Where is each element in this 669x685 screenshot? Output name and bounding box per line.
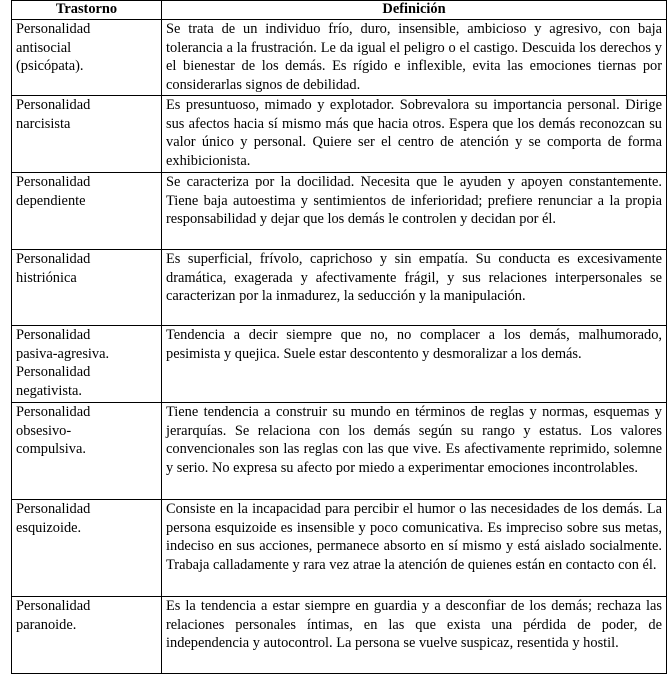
trastorno-cell [12, 597, 162, 674]
trastorno-line: Personalidad [16, 404, 91, 420]
trastorno-line: compulsiva. [16, 441, 86, 458]
table-row [12, 20, 667, 96]
trastorno-cell [12, 326, 162, 403]
trastorno-line: esquizoide. [16, 519, 82, 536]
trastorno-line: Personalidad [16, 327, 91, 343]
trastorno-line: dependiente [16, 192, 86, 209]
trastorno-line: Personalidad [16, 598, 91, 614]
trastorno-line: Personalidad [16, 501, 91, 517]
trastorno-line: antisocial [16, 39, 72, 56]
table-row [12, 326, 667, 403]
header-row [12, 1, 667, 20]
definicion-cell: Se trata de un individuo frío, duro, insensible, ambicioso y agresivo, con baja tolerancia a la frustración. Le da igual el peligro o el castigo. Descuida los derechos y el bienestar de los demás. Es rígido e inflexible, evita las emociones tiernas por considerarlas signos de debilidad. [162, 20, 667, 96]
trastorno-cell [12, 250, 162, 326]
table-row [12, 173, 667, 250]
definicion-cell: Tiene tendencia a construir su mundo en términos de reglas y normas, esquemas y jerarquías. Se relaciona con los demás según su rango y estatus. Los valores convencionales son las reglas con las que vive. Es afectivamente reprimido, solemne y serio. No expresa su afecto por miedo a experimentar emociones incontrolables. [162, 403, 667, 500]
trastorno-line: Personalidad [16, 21, 91, 37]
table-body [12, 20, 667, 674]
trastorno-cell [12, 403, 162, 500]
header-definicion: Definición [162, 1, 667, 20]
trastorno-line: Personalidad [16, 174, 91, 190]
table-row [12, 403, 667, 500]
table-row [12, 597, 667, 674]
table-row [12, 250, 667, 326]
definicion-cell: Tendencia a decir siempre que no, no complacer a los demás, malhumorado, pesimista y quejica. Suele estar descontento y desmoralizar a los demás. [162, 326, 667, 403]
table-row [12, 96, 667, 173]
trastorno-line: obsesivo- [16, 422, 72, 439]
table-row [12, 500, 667, 597]
header-trastorno: Trastorno [12, 1, 162, 20]
definicion-cell: Es presuntuoso, mimado y explotador. Sobrevalora su importancia personal. Dirige sus afectos hacia sí mismo más que hacia otros. Espera que los demás reconozcan su valor único y personal. Quiere ser el centro de atención y se comporta de forma exhibicionista. [162, 96, 667, 173]
trastorno-line: pasiva-agresiva. [16, 345, 110, 362]
trastorno-cell [12, 173, 162, 250]
trastorno-line: paranoide. [16, 616, 77, 633]
trastorno-line: Personalidad [16, 364, 91, 381]
trastorno-line: histriónica [16, 269, 77, 286]
trastorno-line: (psicópata). [16, 58, 84, 75]
definicion-cell: Es la tendencia a estar siempre en guardia y a desconfiar de los demás; rechaza las relaciones personales íntimas, en las que exista una pérdida de poder, de independencia y autocontrol. La persona se vuelve suspicaz, resentida y hostil. [162, 597, 667, 674]
trastorno-line: negativista. [16, 382, 82, 399]
personality-disorders-table [11, 0, 667, 674]
trastorno-cell [12, 20, 162, 96]
trastorno-line: Personalidad [16, 97, 91, 113]
trastorno-line: Personalidad [16, 251, 91, 267]
table-header [12, 1, 667, 20]
definicion-cell: Se caracteriza por la docilidad. Necesita que le ayuden y apoyen constantemente. Tiene baja autoestima y sentimientos de inferioridad; prefiere renunciar a la propia responsabilidad y dejar que los demás le controlen y decidan por él. [162, 173, 667, 250]
trastorno-cell [12, 96, 162, 173]
definicion-cell: Consiste en la incapacidad para percibir el humor o las necesidades de los demás. La persona esquizoide es insensible y poco comunicativa. Es impreciso sobre sus metas, indeciso en sus acciones, permanece absorto en sí mismo y está aislado socialmente. Trabaja calladamente y rara vez atrae la atención de quienes están en contacto con él. [162, 500, 667, 597]
trastorno-cell [12, 500, 162, 597]
trastorno-line: narcisista [16, 115, 71, 132]
definicion-cell: Es superficial, frívolo, caprichoso y sin empatía. Su conducta es excesivamente dramática, exagerada y afectivamente frágil, y sus relaciones interpersonales se caracterizan por la inmadurez, la seducción y la manipulación. [162, 250, 667, 326]
